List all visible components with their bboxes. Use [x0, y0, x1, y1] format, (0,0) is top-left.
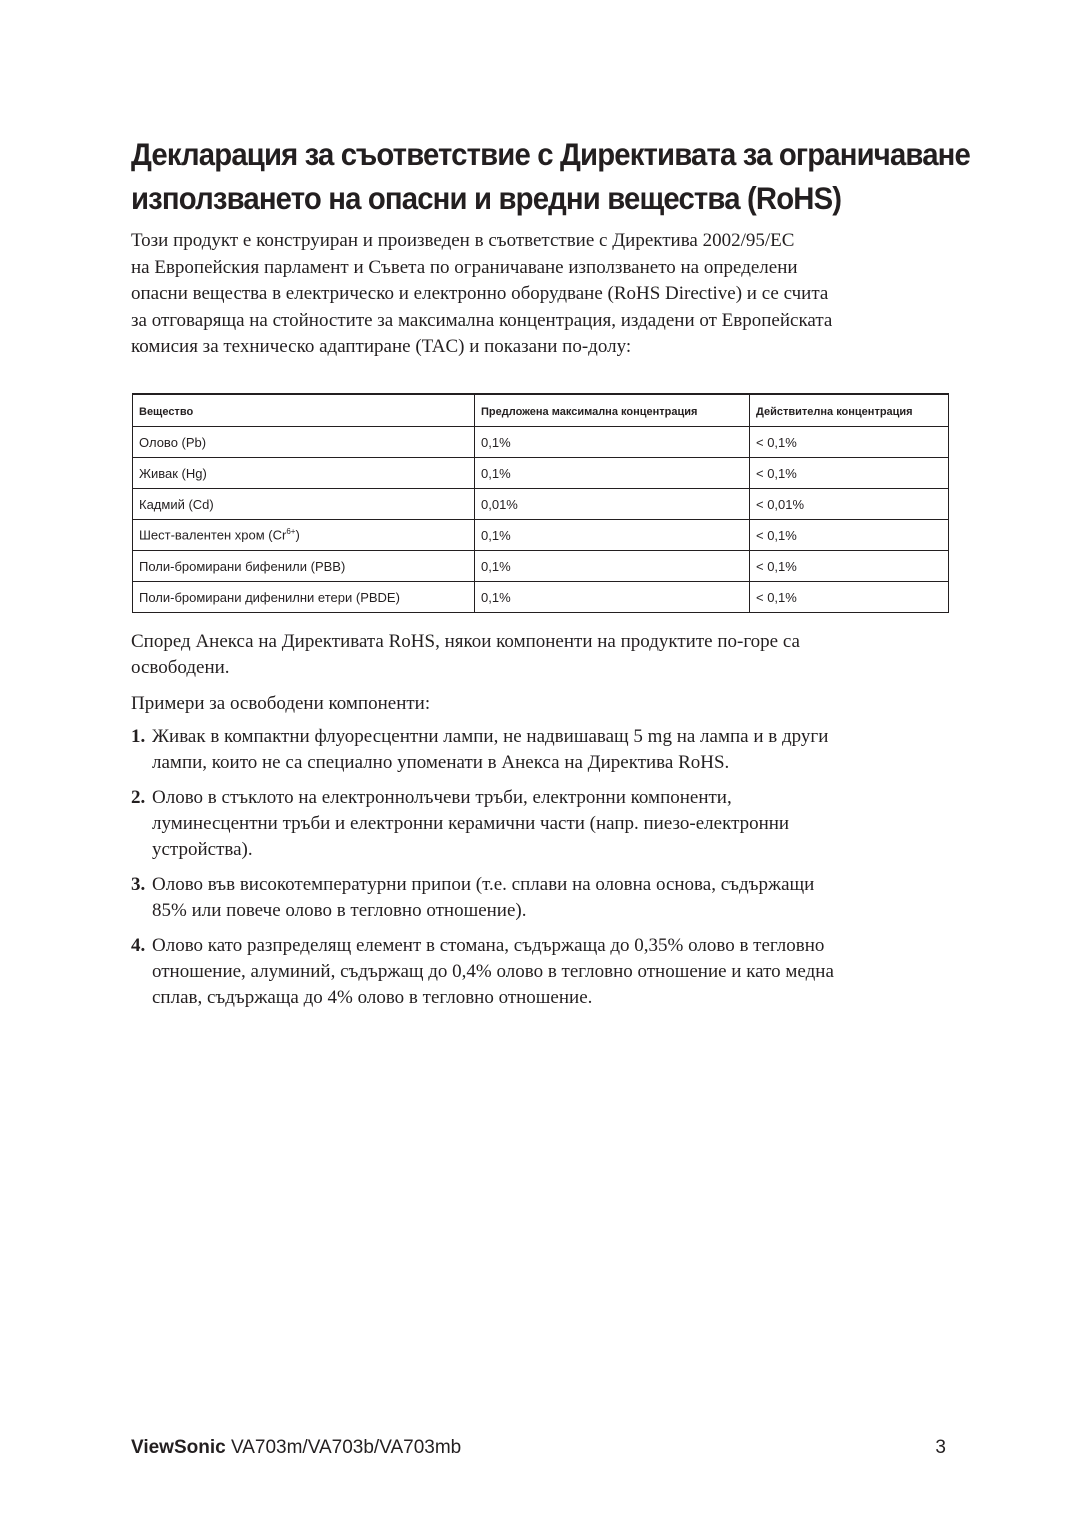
intro-paragraph	[131, 228, 951, 361]
intro-line: опасни вещества в електрическо и електронно оборудване (RoHS Directive) и се счита	[131, 283, 829, 304]
annex-line: освободени.	[131, 657, 230, 678]
cell-actual: < 0,1%	[750, 458, 949, 489]
cell-substance: Поли-бромирани дифенилни етери (PBDE)	[133, 582, 475, 613]
rohs-concentration-table	[132, 393, 949, 613]
substance-suffix: )	[295, 527, 300, 543]
list-item	[131, 872, 951, 924]
list-line: Олово като разпределящ елемент в стомана, съдържаща до 0,35% олово в тегловно	[152, 935, 825, 956]
substance-superscript: 6+	[286, 527, 296, 537]
cell-actual: < 0,1%	[750, 427, 949, 458]
examples-heading: Примери за освободени компоненти:	[131, 693, 431, 714]
cell-substance: Олово (Pb)	[133, 427, 475, 458]
table-row	[133, 551, 949, 582]
cell-actual: < 0,1%	[750, 551, 949, 582]
list-item	[131, 933, 951, 1011]
table-row	[133, 582, 949, 613]
page-title	[131, 132, 970, 220]
list-number: 3.	[131, 874, 146, 895]
header-proposed: Предложена максимална концентрация	[475, 394, 750, 427]
cell-substance: Живак (Hg)	[133, 458, 475, 489]
cell-proposed: 0,1%	[475, 582, 750, 613]
table-row	[133, 520, 949, 551]
page-footer	[131, 1437, 946, 1463]
list-line: лампи, които не са специално упоменати в Анекса на Директива RoHS.	[152, 752, 730, 773]
exemption-list	[131, 724, 951, 1020]
cell-substance	[133, 520, 475, 551]
title-line-2: използването на опасни и вредни вещества (RoHS)	[131, 180, 842, 216]
cell-actual: < 0,1%	[750, 520, 949, 551]
table-row	[133, 427, 949, 458]
list-number: 4.	[131, 935, 146, 956]
list-number: 1.	[131, 726, 146, 747]
intro-line: на Европейския парламент и Съвета по ограничаване използването на определени	[131, 256, 798, 278]
list-line: сплав, съдържаща до 4% олово в тегловно отношение.	[152, 987, 593, 1008]
list-line: устройства).	[152, 839, 253, 860]
list-line: 85% или повече олово в тегловно отношение).	[152, 900, 527, 921]
list-number: 2.	[131, 787, 146, 808]
list-line: отношение, алуминий, съдържащ до 0,4% олово в тегловно отношение и като медна	[152, 961, 834, 982]
cell-actual: < 0,01%	[750, 489, 949, 520]
intro-line: за отговаряща на стойностите за максимална концентрация, издадени от Европейската	[131, 309, 833, 331]
list-item	[131, 724, 951, 776]
brand-name: ViewSonic	[131, 1437, 226, 1458]
annex-paragraph	[131, 629, 951, 681]
list-line: Живак в компактни флуоресцентни лампи, не надвишаващ 5 mg на лампа и в други	[152, 726, 829, 747]
cell-substance: Кадмий (Cd)	[133, 489, 475, 520]
cell-proposed: 0,1%	[475, 520, 750, 551]
list-line: Олово в стъклото на електроннолъчеви тръби, електронни компоненти,	[152, 787, 732, 808]
list-item	[131, 785, 951, 863]
intro-line: Този продукт е конструиран и произведен в съответствие с Директива 2002/95/EC	[131, 230, 795, 251]
header-substance: Вещество	[133, 394, 475, 427]
page-number: 3	[935, 1437, 946, 1458]
cell-proposed: 0,1%	[475, 427, 750, 458]
list-line: Олово във високотемпературни припои (т.е. сплави на оловна основа, съдържащи	[152, 874, 815, 895]
annex-line: Според Анекса на Директивата RoHS, някои компоненти на продуктите по-горе са	[131, 631, 800, 652]
table-row	[133, 458, 949, 489]
cell-proposed: 0,1%	[475, 458, 750, 489]
table-header-row	[133, 394, 949, 427]
table-row	[133, 489, 949, 520]
cell-substance: Поли-бромирани бифенили (PBB)	[133, 551, 475, 582]
cell-proposed: 0,1%	[475, 551, 750, 582]
cell-proposed: 0,01%	[475, 489, 750, 520]
list-line: луминесцентни тръби и електронни керамични части (напр. пиезо-електронни	[152, 813, 790, 834]
cell-actual: < 0,1%	[750, 582, 949, 613]
title-line-1: Декларация за съответствие с Директивата за ограничаване	[131, 136, 970, 172]
header-actual: Действителна концентрация	[750, 394, 949, 427]
intro-line: комисия за техническо адаптиране (TAC) и показани по-долу:	[131, 336, 632, 357]
model-name: VA703m/VA703b/VA703mb	[230, 1437, 462, 1458]
substance-name: Шест-валентен хром (Cr	[139, 527, 287, 543]
